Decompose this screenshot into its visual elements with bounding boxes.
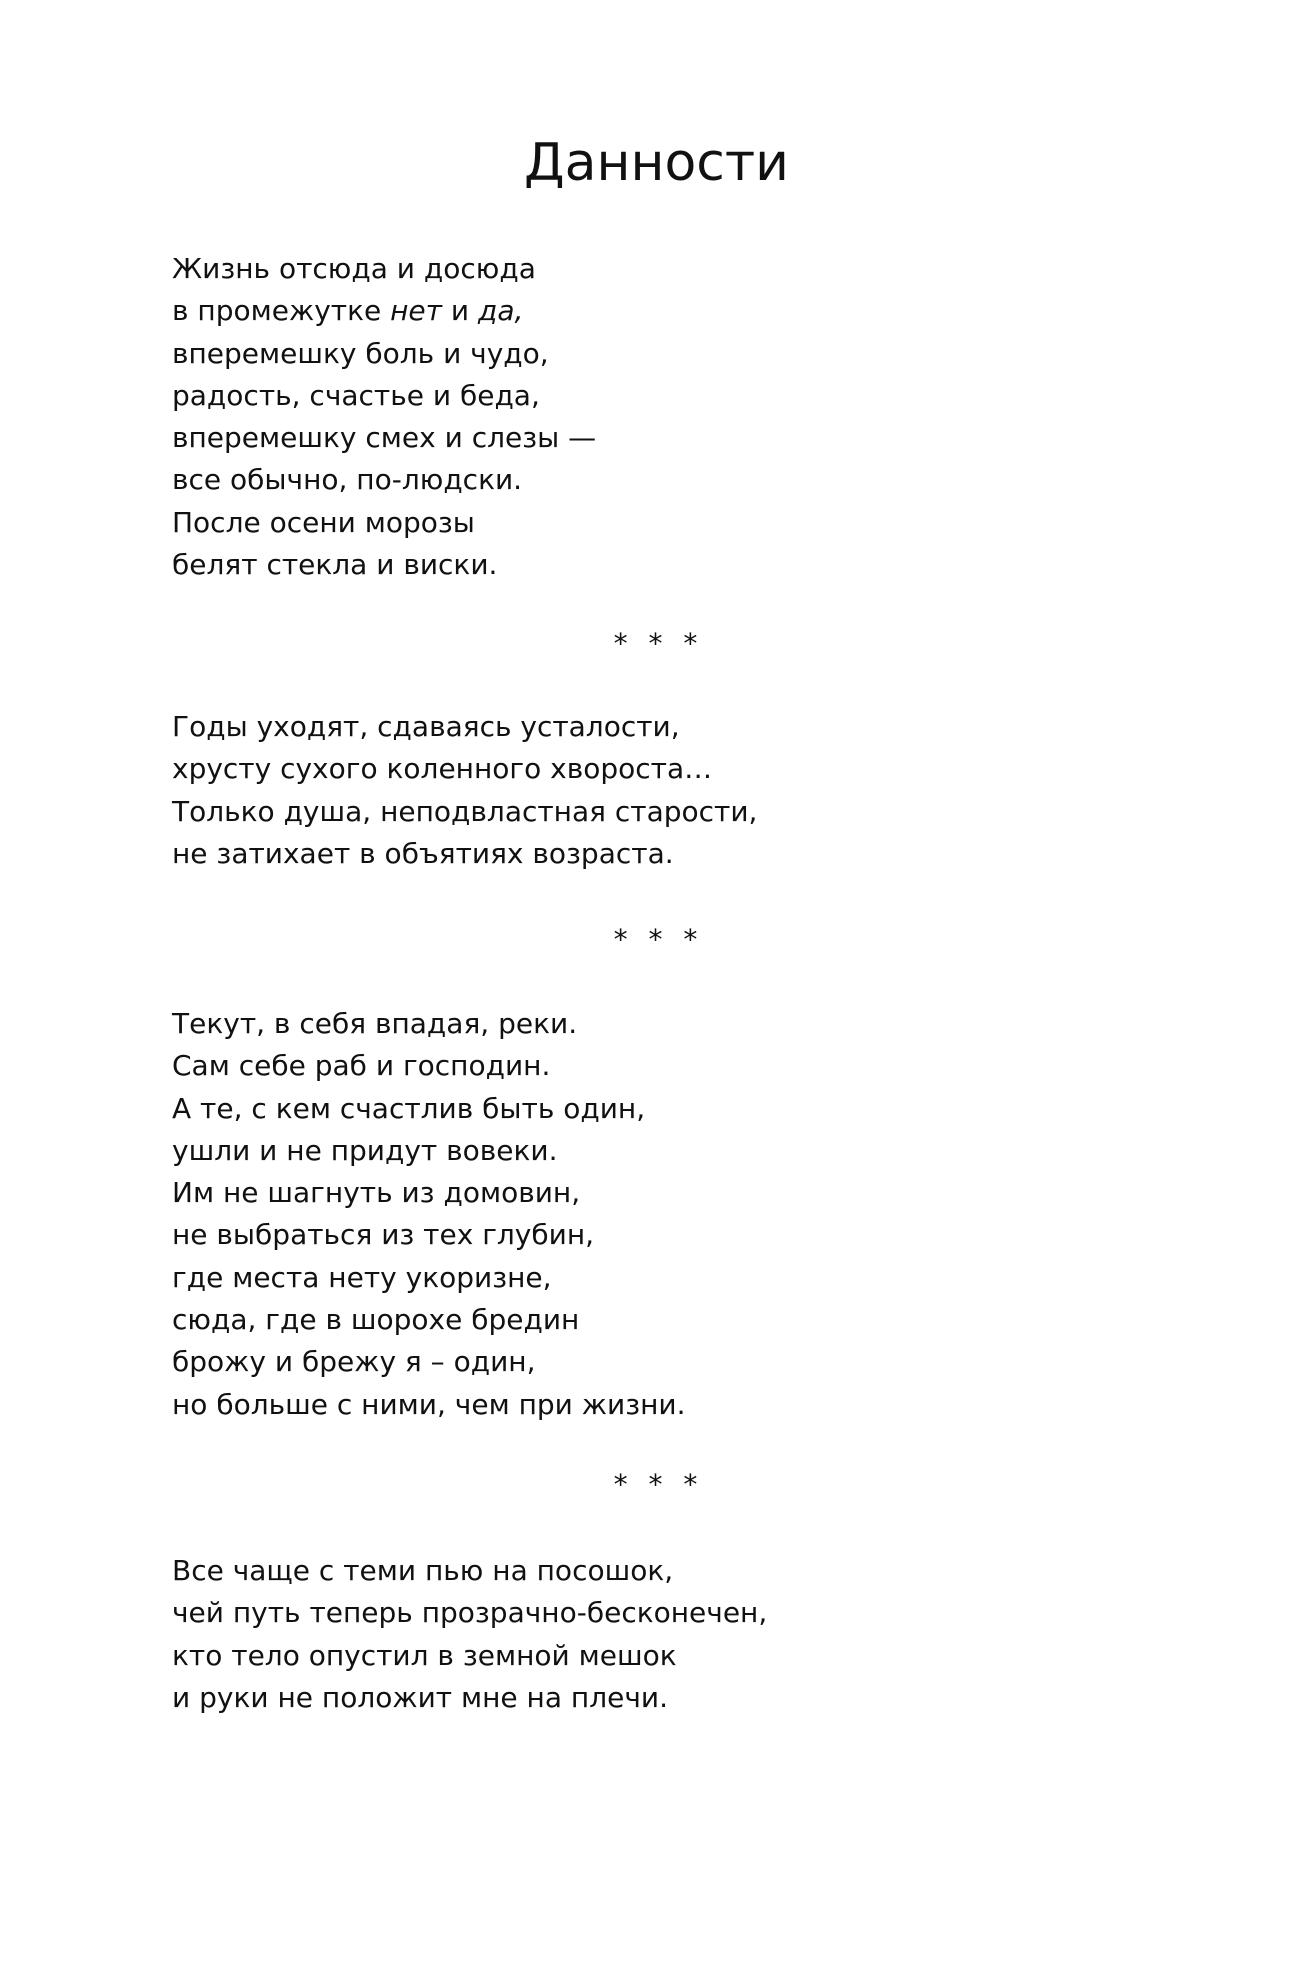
stanza-separator-1 (0, 624, 1313, 664)
poem-line (172, 1130, 686, 1172)
poem-line-part: радость, счастье и беда, (172, 378, 540, 412)
separator-asterisks: * * * (613, 1468, 704, 1501)
poem-line (172, 544, 596, 586)
stanza-separator-3 (0, 1465, 1313, 1505)
poem-line (172, 1003, 686, 1045)
poem-line-part: вперемешку смех и слезы — (172, 421, 597, 455)
poem-line (172, 791, 757, 833)
poem-line (172, 1299, 686, 1341)
stanza-1 (172, 248, 596, 586)
poem-line-part: белят стекла и виски. (172, 548, 498, 582)
poem-line-part: и руки не положит мне на плечи. (172, 1680, 668, 1714)
stanza-2 (172, 706, 757, 875)
poem-line (172, 248, 596, 290)
stanza-3 (172, 1003, 686, 1426)
stanza-4 (172, 1550, 767, 1719)
poem-line-part: кто тело опустил в земной мешок (172, 1638, 677, 1672)
poem-line (172, 1635, 767, 1677)
poem-line-italic-part: нет (390, 294, 442, 328)
poem-line-part: После осени морозы (172, 505, 475, 539)
poem-line-part: Им не шагнуть из домовин, (172, 1176, 581, 1210)
poem-line (172, 1341, 686, 1383)
stanza-separator-2 (0, 920, 1313, 960)
poem-line (172, 1172, 686, 1214)
poem-line-part: Все чаще с теми пью на посошок, (172, 1554, 674, 1587)
poem-line-part: и (441, 294, 478, 328)
poem-line-part: Сам себе раб и господин. (172, 1049, 551, 1083)
separator-asterisks: * * * (613, 923, 704, 956)
poem-line (172, 748, 757, 790)
poem-line-part: Жизнь отсюда и досюда (172, 252, 536, 285)
poem-line-part: где места нету укоризне, (172, 1260, 552, 1294)
poem-line-part: Только душа, неподвластная старости, (172, 794, 758, 828)
poem-title: Данности (524, 133, 789, 193)
poem-line-part: ушли и не придут вовеки. (172, 1133, 558, 1167)
poem-line (172, 706, 757, 748)
poem-line (172, 417, 596, 459)
separator-asterisks: * * * (613, 627, 704, 660)
poem-line-part: в промежутке (172, 294, 391, 328)
poem-line (172, 1257, 686, 1299)
poem-line (172, 375, 596, 417)
poem-line (172, 1592, 767, 1634)
poem-line-part: не выбраться из тех глубин, (172, 1218, 595, 1252)
poem-line-part: чей путь теперь прозрачно-бесконечен, (172, 1596, 768, 1630)
poem-line-part: сюда, где в шорохе бредин (172, 1303, 580, 1337)
poem-line-part: все обычно, по-людски. (172, 463, 523, 497)
poem-line (172, 1384, 686, 1426)
poem-line (172, 1045, 686, 1087)
poem-line-part: брожу и брежу я – один, (172, 1345, 536, 1379)
poem-line-part: но больше с ними, чем при жизни. (172, 1387, 686, 1421)
poem-line (172, 833, 757, 875)
poem-line (172, 333, 596, 375)
poem-line-part: А те, с кем счастлив быть один, (172, 1091, 646, 1125)
poem-line (172, 1677, 767, 1719)
poem-line (172, 1550, 767, 1592)
poem-line-italic-part: да, (477, 294, 524, 328)
poem-line (172, 459, 596, 501)
poem-line-part: хрусту сухого коленного хвороста… (172, 752, 713, 786)
poem-line-part: Текут, в себя впадая, реки. (172, 1007, 578, 1040)
poem-line-part: вперемешку боль и чудо, (172, 336, 549, 370)
poem-line (172, 1088, 686, 1130)
poem-line (172, 1214, 686, 1256)
poem-line (172, 290, 596, 332)
poem-line (172, 502, 596, 544)
poem-line-part: не затихает в объятиях возраста. (172, 836, 674, 870)
poem-line-part: Годы уходят, сдаваясь усталости, (172, 710, 680, 743)
